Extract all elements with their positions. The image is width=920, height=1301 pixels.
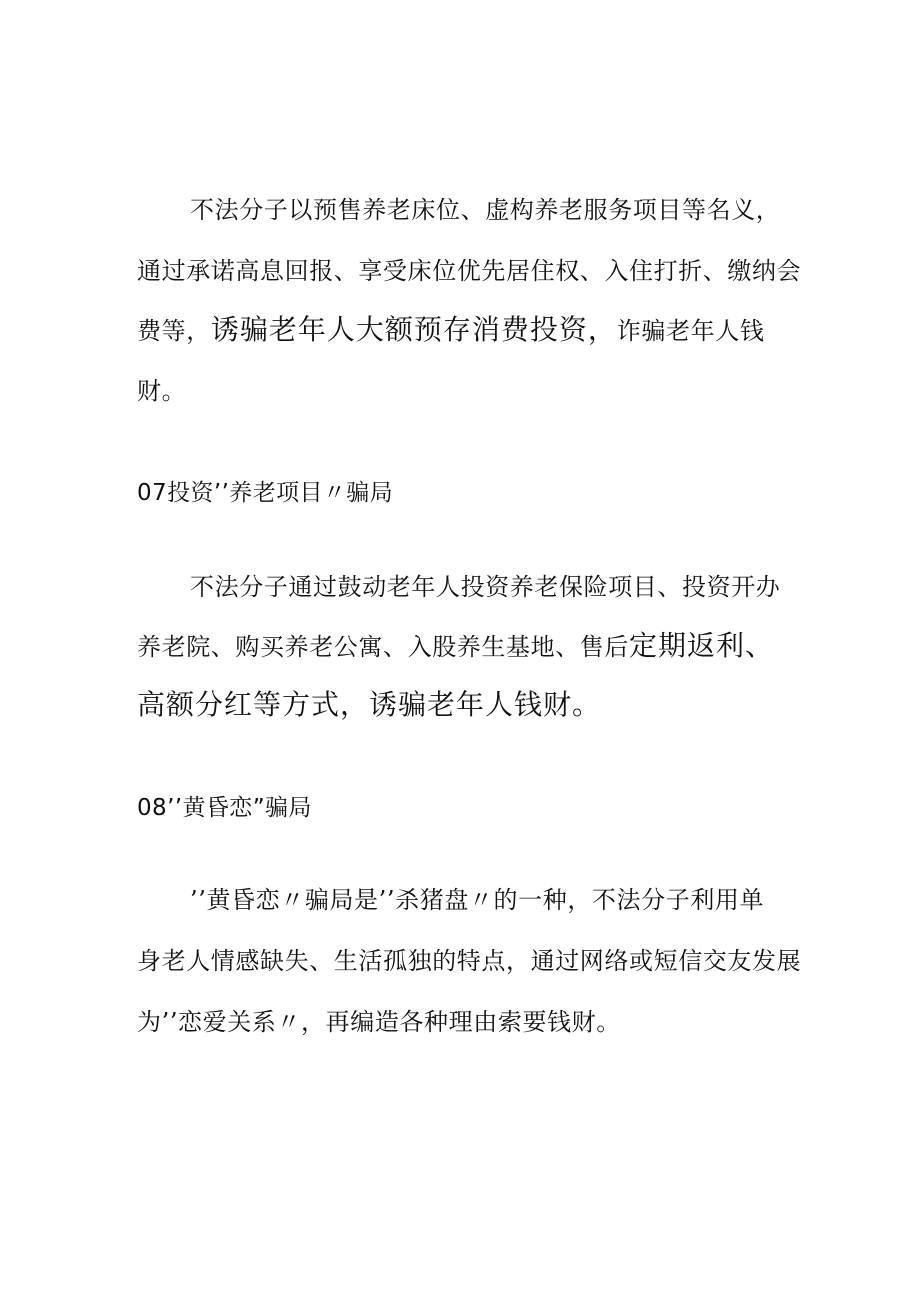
paragraph-3-line-1: ’’黄昏恋〃骗局是’’杀猪盘〃的一种，不法分子利用单: [190, 886, 765, 914]
section-heading-07: 07投资’’养老项目〃骗局: [137, 480, 394, 506]
paragraph-1-emphasis: 诱骗老年人大额预存消费投资，: [210, 313, 617, 346]
paragraph-1-line-3-start: 费等，: [137, 317, 211, 345]
section-heading-08: 08’’黄昏恋”骗局: [137, 795, 312, 821]
paragraph-1-line-3-end: 诈骗老年人钱: [616, 317, 765, 345]
paragraph-1-line-3: [137, 313, 764, 348]
paragraph-2-line-2: [137, 629, 774, 664]
paragraph-1-line-1: 不法分子以预售养老床位、虚构养老服务项目等名义，: [190, 196, 781, 224]
paragraph-3-line-2: 身老人情感缺失、生活孤独的特点，通过网络或短信交友发展: [137, 947, 802, 975]
paragraph-2-line-3: 高额分红等方式，诱骗老年人钱财。: [137, 688, 602, 721]
paragraph-2-line-1: 不法分子通过鼓动老年人投资养老保险项目、投资开办: [190, 573, 781, 601]
paragraph-3-line-3: 为’’恋爱关系〃，再编造各种理由索要钱财。: [137, 1008, 621, 1036]
paragraph-2-line-2-emphasis: 定期返利、: [629, 629, 775, 662]
paragraph-1-line-4: 财。: [137, 377, 187, 405]
paragraph-2-line-2-start: 养老院、购买养老公寓、入股养生基地、售后: [137, 633, 629, 661]
paragraph-1-line-2: 通过承诺高息回报、享受床位优先居住权、入住打折、缴纳会: [137, 257, 802, 285]
